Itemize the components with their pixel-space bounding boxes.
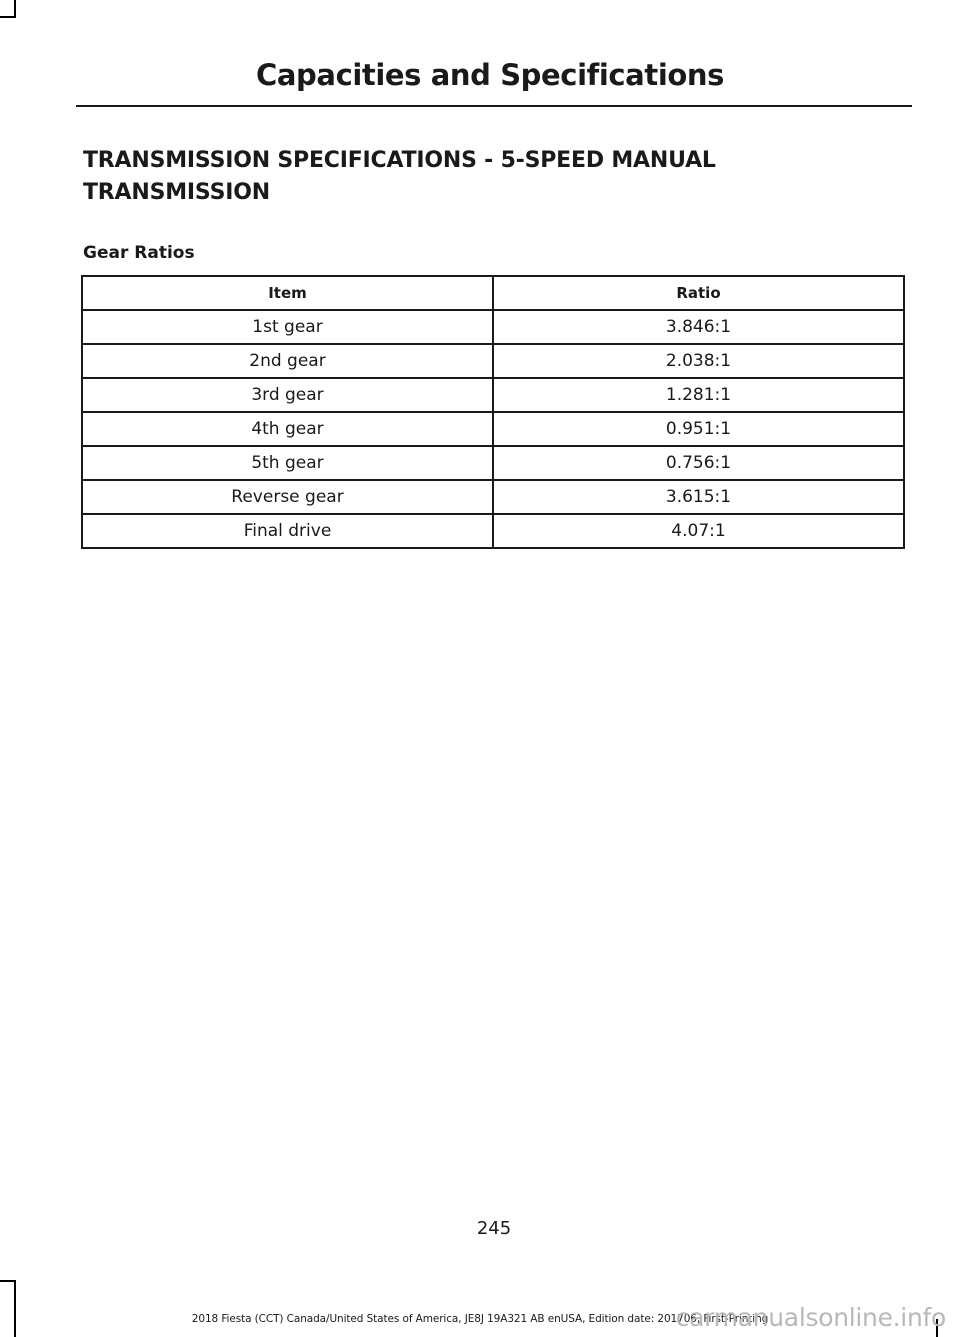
cell-ratio: 1.281:1 bbox=[493, 378, 904, 412]
cell-ratio: 0.951:1 bbox=[493, 412, 904, 446]
table-row bbox=[82, 514, 904, 548]
running-header: Capacities and Specifications bbox=[255, 58, 724, 92]
footer-edition-info: 2018 Fiesta (CCT) Canada/United States of America, JE8J 19A321 AB enUSA, Edition date: 201706, First-Printing bbox=[191, 1313, 769, 1325]
table-row bbox=[82, 446, 904, 480]
table-title: Gear Ratios bbox=[83, 243, 195, 263]
page-number: 245 bbox=[476, 1218, 512, 1239]
table-header-row bbox=[82, 276, 904, 310]
header-rule bbox=[76, 105, 912, 107]
table-row bbox=[82, 480, 904, 514]
table-row bbox=[82, 310, 904, 344]
crop-mark-bottom-left-horizontal bbox=[0, 1280, 16, 1282]
cell-item: Final drive bbox=[82, 514, 493, 548]
cell-item: 1st gear bbox=[82, 310, 493, 344]
cell-ratio: 0.756:1 bbox=[493, 446, 904, 480]
cell-ratio: 3.615:1 bbox=[493, 480, 904, 514]
cell-item: 2nd gear bbox=[82, 344, 493, 378]
table-row bbox=[82, 378, 904, 412]
cell-item: 4th gear bbox=[82, 412, 493, 446]
gear-ratios-table bbox=[81, 275, 905, 549]
column-header-item: Item bbox=[82, 276, 493, 310]
crop-mark-top-left-horizontal bbox=[0, 16, 16, 18]
cell-item: 5th gear bbox=[82, 446, 493, 480]
cell-ratio: 4.07:1 bbox=[493, 514, 904, 548]
cell-ratio: 3.846:1 bbox=[493, 310, 904, 344]
table-row bbox=[82, 344, 904, 378]
table-row bbox=[82, 412, 904, 446]
cell-ratio: 2.038:1 bbox=[493, 344, 904, 378]
watermark: carmanualsonline.info bbox=[675, 1303, 946, 1332]
cell-item: 3rd gear bbox=[82, 378, 493, 412]
cell-item: Reverse gear bbox=[82, 480, 493, 514]
section-heading: TRANSMISSION SPECIFICATIONS - 5-SPEED MANUAL TRANSMISSION bbox=[83, 148, 716, 205]
column-header-ratio: Ratio bbox=[493, 276, 904, 310]
crop-mark-bottom-left-vertical bbox=[14, 1280, 16, 1337]
